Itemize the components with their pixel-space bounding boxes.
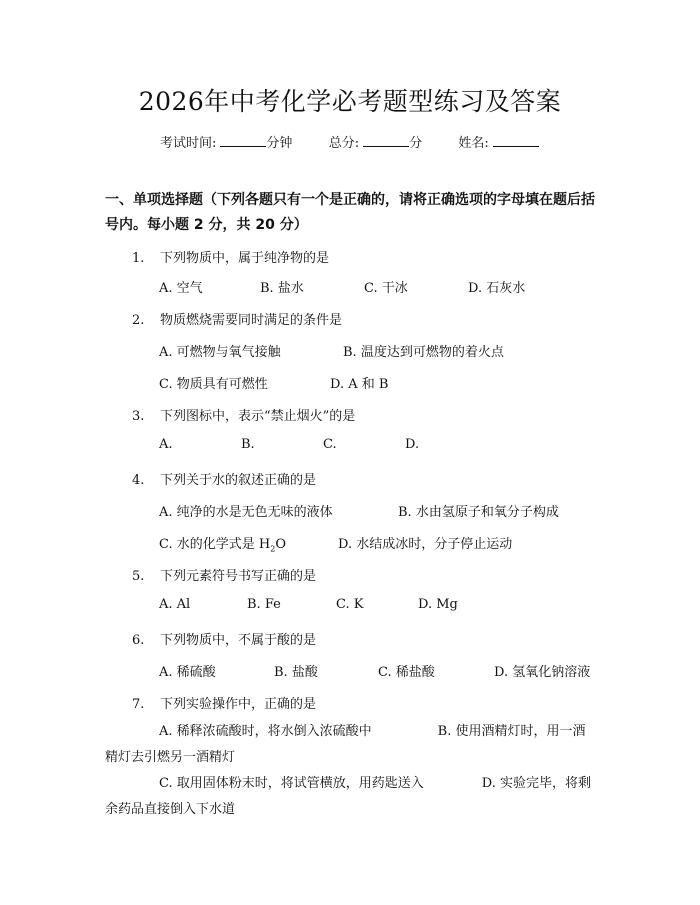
option-b[interactable]: B. Fe	[247, 597, 281, 612]
question-6	[132, 629, 316, 648]
question-number: 2.	[132, 313, 145, 328]
question-text: 下列物质中，不属于酸的是	[160, 633, 317, 648]
section-heading: 一、单项选择题（下列各题只有一个是正确的，请将正确选项的字母填在题后括号内。每小题 2 分，共 20 分）	[105, 192, 595, 233]
option-d[interactable]: D. 实验完毕，将剩余药品直接倒入下水道	[105, 776, 591, 817]
time-blank	[220, 133, 266, 147]
question-1	[132, 247, 329, 266]
option-d[interactable]: D.	[405, 437, 420, 452]
time-unit: 分钟	[266, 136, 293, 151]
question-text: 下列关于水的叙述正确的是	[160, 473, 317, 488]
option-a[interactable]: A. 可燃物与氧气接触	[159, 345, 281, 360]
page-title: 2026年中考化学必考题型练习及答案	[138, 87, 562, 116]
option-c[interactable]: C. K	[336, 597, 364, 612]
question-text: 下列图标中，表示“禁止烟火”的是	[160, 409, 356, 424]
option-b[interactable]: B. 使用酒精灯时，用一酒精灯去引燃另一酒精灯	[105, 724, 586, 765]
question-2	[132, 309, 342, 328]
question-7-options-cd	[105, 771, 595, 823]
exam-meta	[160, 132, 539, 151]
question-number: 4.	[132, 473, 145, 488]
name-label: 姓名:	[458, 136, 489, 151]
option-b[interactable]: B. 盐酸	[274, 665, 318, 680]
question-5	[132, 565, 316, 584]
question-7-options-ab	[105, 719, 595, 771]
option-c[interactable]: C. 稀盐酸	[378, 665, 435, 680]
question-text: 物质燃烧需要同时满足的条件是	[160, 313, 343, 328]
option-d[interactable]: D. 石灰水	[468, 281, 526, 296]
score-label: 总分:	[328, 136, 360, 151]
option-c[interactable]: C. 干冰	[364, 281, 408, 296]
option-c[interactable]: C. 物质具有可燃性	[159, 377, 268, 392]
score-blank	[363, 133, 409, 147]
question-number: 7.	[132, 697, 145, 712]
question-number: 5.	[132, 569, 145, 584]
question-7	[132, 693, 316, 712]
score-unit: 分	[409, 136, 423, 151]
option-c-text: C. 水的化学式是 H	[159, 537, 271, 552]
formula-subscript: 2	[270, 544, 276, 554]
name-blank	[493, 133, 539, 147]
option-d[interactable]: D. Mg	[418, 597, 458, 612]
option-c[interactable]: C. 取用固体粉末时，将试管横放，用药匙送入	[159, 776, 424, 791]
option-c[interactable]	[159, 533, 286, 554]
option-a[interactable]: A.	[159, 437, 173, 452]
formula-tail: O	[275, 537, 286, 552]
option-a[interactable]: A. 稀释浓硫酸时，将水倒入浓硫酸中	[159, 724, 372, 739]
question-number: 3.	[132, 409, 145, 424]
option-d[interactable]: D. A 和 B	[330, 377, 389, 392]
question-number: 6.	[132, 633, 145, 648]
question-text: 下列元素符号书写正确的是	[160, 569, 317, 584]
option-b[interactable]: B. 温度达到可燃物的着火点	[343, 345, 504, 360]
option-d[interactable]: D. 氢氧化钠溶液	[494, 665, 591, 680]
question-4	[132, 469, 316, 488]
option-c[interactable]: C.	[323, 437, 337, 452]
question-text: 下列物质中，属于纯净物的是	[160, 251, 330, 266]
option-d[interactable]: D. 水结成冰时，分子停止运动	[338, 537, 513, 552]
option-a[interactable]: A. 稀硫酸	[159, 665, 216, 680]
time-label: 考试时间:	[160, 136, 217, 151]
option-b[interactable]: B. 盐水	[260, 281, 304, 296]
option-b[interactable]: B. 水由氢原子和氧分子构成	[398, 505, 559, 520]
question-3	[132, 405, 355, 424]
option-a[interactable]: A. 纯净的水是无色无味的液体	[159, 505, 333, 520]
option-a[interactable]: A. Al	[159, 597, 191, 612]
option-b[interactable]: B.	[241, 437, 255, 452]
option-a[interactable]: A. 空气	[159, 281, 203, 296]
question-number: 1.	[132, 251, 145, 266]
question-text: 下列实验操作中，正确的是	[160, 697, 317, 712]
